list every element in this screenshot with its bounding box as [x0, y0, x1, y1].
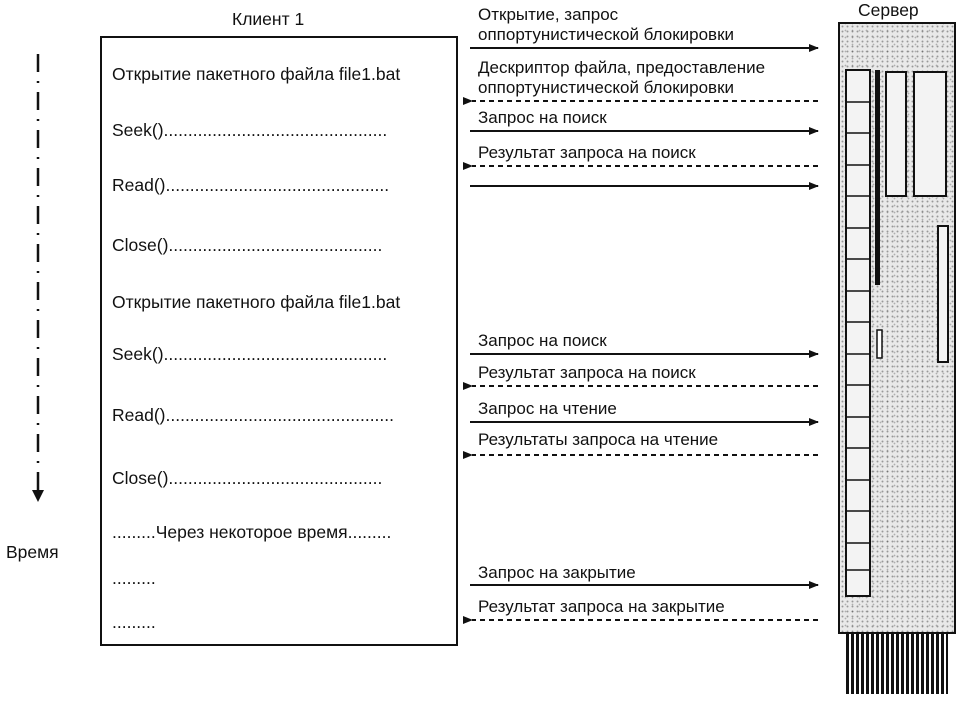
- msg-label-open-request-2: оппортунистической блокировки: [478, 25, 735, 44]
- msg-label-read-request: Запрос на чтение: [478, 399, 617, 418]
- client-line-dots-1: .........: [112, 568, 156, 588]
- msg-label-seek-result-2: Результат запроса на поиск: [478, 363, 696, 382]
- server-buffer-3: [938, 226, 948, 362]
- msg-label-close-request: Запрос на закрытие: [478, 563, 636, 582]
- client-line-seek-2: Seek()..............................................: [112, 344, 388, 364]
- msg-label-open-request-1: Открытие, запрос: [478, 5, 619, 24]
- time-axis-label: Время: [6, 542, 59, 562]
- server-cache-column: [846, 70, 870, 596]
- server-small-marker: [877, 330, 882, 358]
- client-line-dots-2: .........: [112, 612, 156, 632]
- msg-label-seek-request-1: Запрос на поиск: [478, 108, 607, 127]
- time-axis-arrowhead: [32, 490, 44, 502]
- server-title: Сервер: [858, 0, 919, 20]
- client-line-close-1: Close()............................................: [112, 235, 383, 255]
- server-buffer-1: [886, 72, 906, 196]
- msg-label-close-result: Результат запроса на закрытие: [478, 597, 725, 616]
- server-buffer-2: [914, 72, 946, 196]
- client-line-open-1: Открытие пакетного файла file1.bat: [112, 64, 401, 84]
- client-line-later: .........Через некоторое время.........: [112, 522, 392, 542]
- msg-label-seek-result-1: Результат запроса на поиск: [478, 143, 696, 162]
- client-line-read-2: Read()...............................................: [112, 405, 395, 425]
- client-line-open-2: Открытие пакетного файла file1.bat: [112, 292, 401, 312]
- msg-label-handle-1: Дескриптор файла, предоставление: [478, 58, 766, 77]
- client-line-seek-1: Seek()..............................................: [112, 120, 388, 140]
- client-line-read-1: Read()..............................................: [112, 175, 390, 195]
- client-line-close-2: Close()............................................: [112, 468, 383, 488]
- msg-label-handle-2: оппортунистической блокировки: [478, 78, 735, 97]
- msg-label-seek-request-2: Запрос на поиск: [478, 331, 607, 350]
- server-oplock-bar: [875, 70, 880, 285]
- client-title: Клиент 1: [232, 9, 305, 29]
- msg-label-read-result: Результаты запроса на чтение: [478, 430, 719, 449]
